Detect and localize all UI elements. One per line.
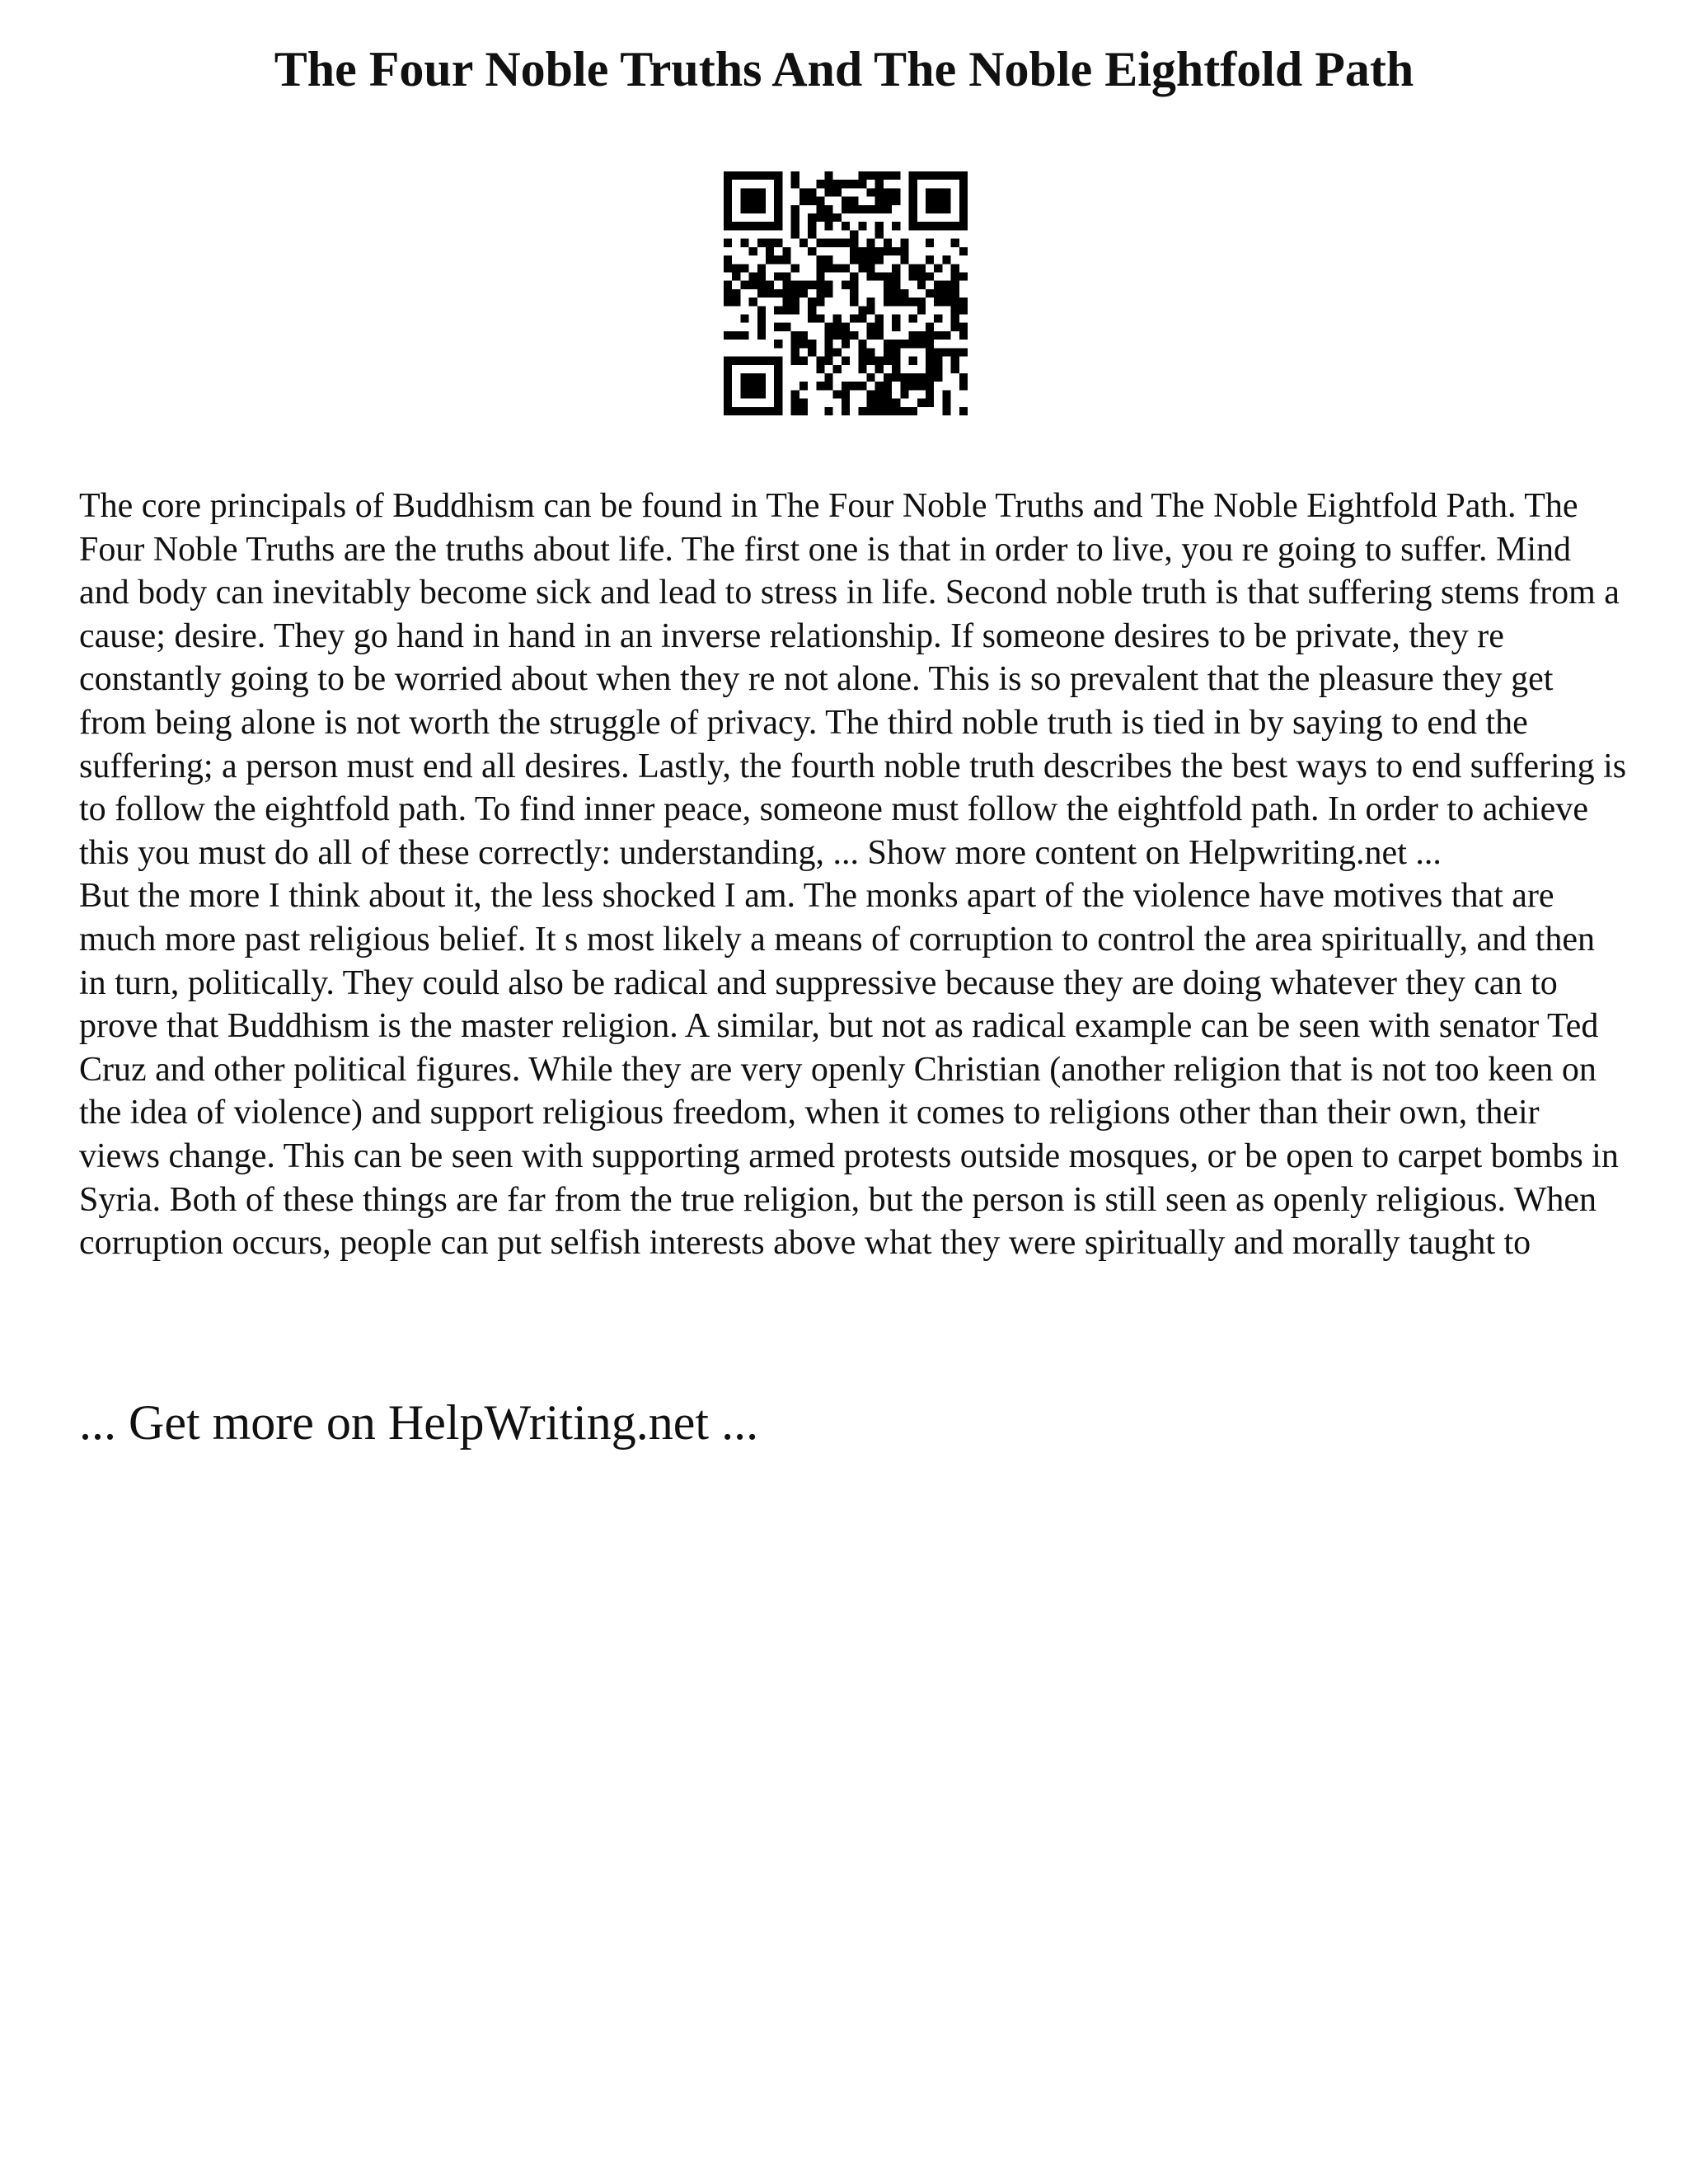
body-text	[79, 485, 1629, 1265]
get-more-link[interactable]: ... Get more on HelpWriting.net ...	[79, 1395, 759, 1450]
paragraph-2: But the more I think about it, the less shocked I am. The monks apart of the violence have motives that are much more past religious belief. It s most likely a means of corruption to control the area spiritually, and then in turn, politically. They could also be radical and suppressive because they are doing whatever they can to prove that Buddhism is the master religion. A similar, but not as radical example can be seen with senator Ted Cruz and other political figures. While they are very openly Christian (another religion that is not too keen on the idea of violence) and support religious freedom, when it comes to religions other than their own, their views change. This can be seen with supporting armed protests outside mosques, or be open to carpet bombs in Syria. Both of these things are far from the true religion, but the person is still seen as openly religious. When corruption occurs, people can put selfish interests above what they were spiritually and morally taught to	[79, 877, 1619, 1263]
paragraph-1: The core principals of Buddhism can be found in The Four Noble Truths and The Noble Eightfold Path. The Four Noble Truths are the truths about life. The first one is that in order to live, you re going to suffer. Mind and body can inevitably become sick and lead to stress in life. Second noble truth is that suffering stems from a cause; desire. They go hand in hand in an inverse relationship. If someone desires to be private, they re constantly going to be worried about when they re not alone. This is so prevalent that the pleasure they get from being alone is not worth the struggle of privacy. The third noble truth is tied in by saying to end the suffering; a person must end all desires. Lastly, the fourth noble truth describes the best ways to end suffering is to follow the eightfold path. To find inner peace, someone must follow the eightfold path. In order to achieve this you must do all of these correctly: understanding, ... Show more content on Helpwriting.net ...	[79, 487, 1627, 872]
page-title: The Four Noble Truths And The Noble Eightfold Path	[274, 42, 1414, 96]
qr-code-icon	[724, 171, 968, 415]
